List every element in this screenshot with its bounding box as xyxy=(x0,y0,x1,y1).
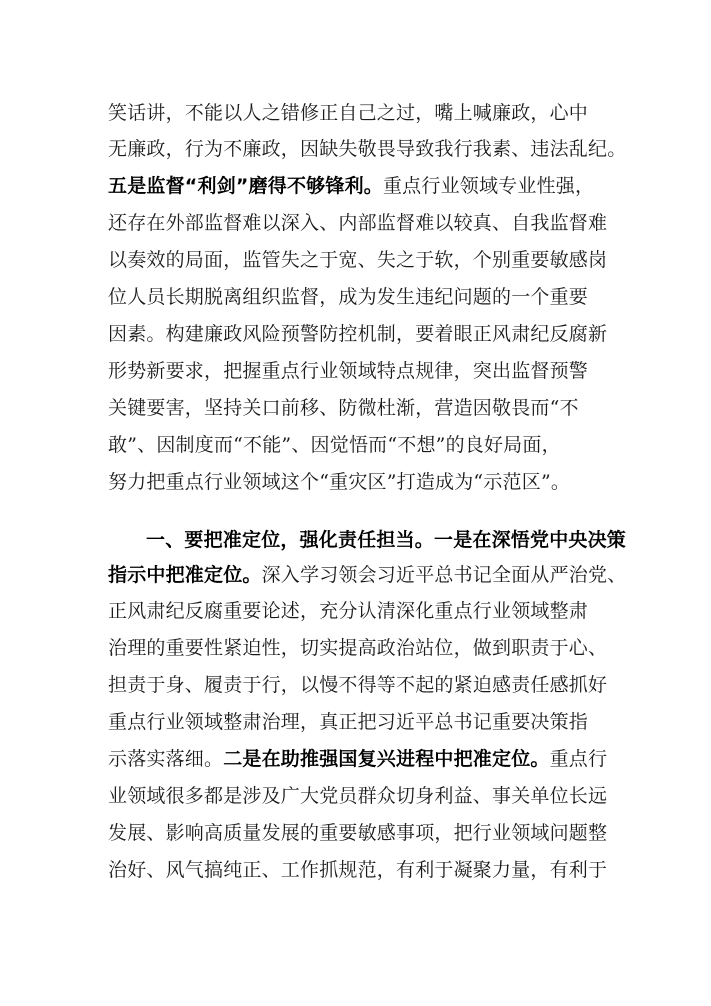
text-segment: 重点行业领域专业性强， xyxy=(382,175,595,197)
text-segment: 重点行业领域整肃治理，真正把习近平总书记重要决策指 xyxy=(108,711,589,733)
text-segment: 无廉政，行为不廉政，因缺失敬畏导致我行我素、违法乱纪。 xyxy=(108,138,627,160)
text-line xyxy=(146,525,626,555)
text-segment: 示落实落细。 xyxy=(108,748,224,770)
text-segment: 治理的重要性紧迫性，切实提高政治站位，做到职责于心、 xyxy=(108,637,608,659)
text-line xyxy=(108,319,607,349)
text-line xyxy=(108,134,626,164)
text-segment: 位人员长期脱离组织监督，成为发生违纪问题的一个重要 xyxy=(108,286,589,308)
text-line xyxy=(108,98,588,128)
text-line xyxy=(108,245,607,275)
text-segment: 因素。构建廉政风险预警防控机制，要着眼正风肃纪反腐新 xyxy=(108,323,608,345)
text-segment: 以奏效的局面，监管失之于宽、失之于软，个别重要敏感岗 xyxy=(108,249,608,271)
text-line xyxy=(108,282,588,312)
text-line xyxy=(108,467,570,497)
bold-heading-segment: 一、要把准定位，强化责任担当。一是在深悟党中央决策 xyxy=(146,529,627,551)
text-line xyxy=(108,744,607,774)
text-segment: 发展、影响高质量发展的重要敏感事项，把行业领域问题整 xyxy=(108,822,608,844)
text-segment: 努力把重点行业领域这个“重灾区”打造成为“示范区”。 xyxy=(108,471,571,493)
bold-heading-segment: 二是在助推强国复兴进程中把准定位。 xyxy=(223,748,550,770)
text-segment: 关键要害，坚持关口前移、防微杜渐，营造因敬畏而“不 xyxy=(108,397,579,419)
text-line xyxy=(108,171,594,201)
text-segment: 正风肃纪反腐重要论述，充分认清深化重点行业领域整肃 xyxy=(108,600,589,622)
text-segment: 治好、风气搞纯正、工作抓规范，有利于凝聚力量，有利于 xyxy=(108,859,608,881)
text-line xyxy=(108,596,588,626)
bold-heading-segment: 指示中把准定位。 xyxy=(108,564,262,586)
text-segment: 笑话讲，不能以人之错修正自己之过，嘴上喊廉政，心中 xyxy=(108,102,589,124)
text-line xyxy=(108,781,607,811)
text-line xyxy=(108,393,579,423)
text-line xyxy=(108,707,588,737)
text-segment: 重点行 xyxy=(549,748,608,770)
text-line xyxy=(108,670,607,700)
text-line xyxy=(108,208,607,238)
text-segment: 还存在外部监督难以深入、内部监督难以较真、自我监督难 xyxy=(108,212,608,234)
text-line xyxy=(108,818,607,848)
text-segment: 担责于身、履责于行，以慢不得等不起的紧迫感责任感抓好 xyxy=(108,674,608,696)
text-line xyxy=(108,430,561,460)
text-segment: 深入学习领会习近平总书记全面从严治党、 xyxy=(261,564,627,586)
text-line xyxy=(108,633,607,663)
bold-heading-segment: 五是监督“利剑”磨得不够锋利。 xyxy=(108,175,383,197)
text-segment: 形势新要求，把握重点行业领域特点规律，突出监督预警 xyxy=(108,360,589,382)
text-segment: 敢”、因制度而“不能”、因觉悟而“不想”的良好局面， xyxy=(108,434,561,456)
text-line xyxy=(108,560,626,590)
text-line xyxy=(108,855,607,885)
text-segment: 业领域很多都是涉及广大党员群众切身利益、事关单位长远 xyxy=(108,785,608,807)
text-line xyxy=(108,356,588,386)
